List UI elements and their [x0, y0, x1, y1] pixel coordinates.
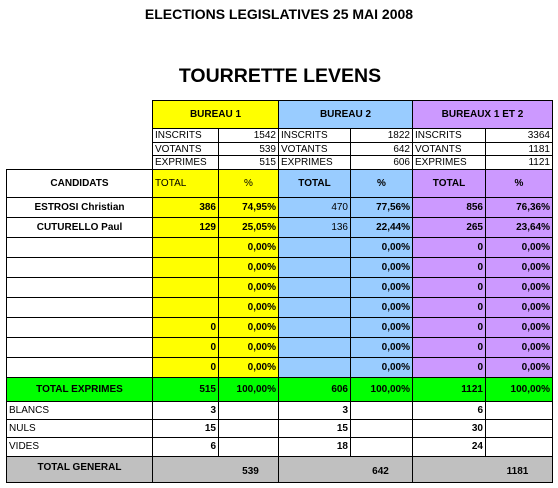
bureau-2-header: BUREAU 2 [279, 101, 413, 129]
combined-exprimes-label: EXPRIMES [413, 156, 486, 170]
bureau-2-inscrits-value: 1822 [351, 129, 413, 143]
bureau-1-total: 0 [153, 318, 219, 338]
candidate-row [7, 358, 553, 378]
combined-total-header: TOTAL [413, 170, 486, 198]
total-exprimes-bureau-2-total: 606 [279, 378, 351, 402]
bureau-1-percent: 0,00% [219, 338, 279, 358]
blancs-bureau-2-total: 3 [279, 402, 351, 420]
inscrits-row [7, 129, 553, 143]
combined-total: 856 [413, 198, 486, 218]
page-title: ELECTIONS LEGISLATIVES 25 MAI 2008 [144, 6, 414, 22]
bureau-1-total [153, 238, 219, 258]
blancs-bureau-1-percent [219, 402, 279, 420]
nuls-label: NULS [7, 420, 153, 438]
vides-bureau-1-total: 6 [153, 438, 219, 457]
bureau-1-header: BUREAU 1 [153, 101, 279, 129]
results-table [6, 100, 553, 483]
bureau-1-total: 0 [153, 358, 219, 378]
bureau-1-percent: 0,00% [219, 238, 279, 258]
combined-percent: 76,36% [486, 198, 553, 218]
candidate-row [7, 318, 553, 338]
combined-total: 0 [413, 298, 486, 318]
combined-total: 0 [413, 278, 486, 298]
blancs-bureau-1-total: 3 [153, 402, 219, 420]
bureau-1-percent: 74,95% [219, 198, 279, 218]
candidate-row [7, 278, 553, 298]
total-general-row [7, 457, 553, 483]
combined-total: 0 [413, 258, 486, 278]
combined-percent: 0,00% [486, 258, 553, 278]
nuls-combined-total: 30 [413, 420, 486, 438]
total-exprimes-bureau-1-percent: 100,00% [219, 378, 279, 402]
nuls-bureau-2-percent [351, 420, 413, 438]
combined-percent: 0,00% [486, 278, 553, 298]
bureau-2-votants-label: VOTANTS [279, 143, 351, 156]
bureau-1-percent: 0,00% [219, 318, 279, 338]
blank-cell [7, 156, 153, 170]
vides-label: VIDES [7, 438, 153, 457]
total-exprimes-combined-total: 1121 [413, 378, 486, 402]
bureau-2-percent: 0,00% [351, 278, 413, 298]
total-exprimes-row [7, 378, 553, 402]
total-general-label: TOTAL GENERAL [7, 457, 153, 483]
vides-bureau-2-percent [351, 438, 413, 457]
bureau-1-percent: 0,00% [219, 258, 279, 278]
nuls-bureau-1-percent [219, 420, 279, 438]
bureau-2-percent-header: % [351, 170, 413, 198]
blank-cell [7, 143, 153, 156]
bureau-2-total: 470 [279, 198, 351, 218]
bureau-2-total [279, 358, 351, 378]
bureau-2-total [279, 298, 351, 318]
candidate-row [7, 238, 553, 258]
nuls-bureau-1-total: 15 [153, 420, 219, 438]
bureau-1-percent: 0,00% [219, 298, 279, 318]
vides-combined-percent [486, 438, 553, 457]
bureaux-1-et-2-header: BUREAUX 1 ET 2 [413, 101, 553, 129]
bureau-2-total [279, 238, 351, 258]
bureau-1-total-header: TOTAL [153, 170, 219, 198]
combined-percent-header: % [486, 170, 553, 198]
bureau-2-total-header: TOTAL [279, 170, 351, 198]
bureau-2-percent: 0,00% [351, 238, 413, 258]
combined-total: 0 [413, 318, 486, 338]
vides-bureau-1-percent [219, 438, 279, 457]
candidate-row [7, 298, 553, 318]
bureau-2-total: 136 [279, 218, 351, 238]
bureau-1-total [153, 258, 219, 278]
bureau-2-total [279, 338, 351, 358]
candidate-name [7, 358, 153, 378]
bureau-1-total [153, 278, 219, 298]
bureau-2-percent: 77,56% [351, 198, 413, 218]
bureau-1-percent: 0,00% [219, 358, 279, 378]
total-general-combined: 1181 [413, 457, 553, 483]
bureau-2-votants-value: 642 [351, 143, 413, 156]
candidate-row [7, 218, 553, 238]
bureau-1-total: 0 [153, 338, 219, 358]
bureau-2-percent: 0,00% [351, 358, 413, 378]
combined-exprimes-value: 1121 [486, 156, 553, 170]
bureau-2-total [279, 258, 351, 278]
combined-total: 0 [413, 358, 486, 378]
bureau-2-percent: 0,00% [351, 338, 413, 358]
bureau-2-percent: 0,00% [351, 318, 413, 338]
bureau-2-percent: 0,00% [351, 258, 413, 278]
nuls-bureau-2-total: 15 [279, 420, 351, 438]
total-exprimes-bureau-2-percent: 100,00% [351, 378, 413, 402]
candidate-row [7, 198, 553, 218]
bureau-1-percent: 25,05% [219, 218, 279, 238]
candidate-name [7, 278, 153, 298]
candidate-name [7, 338, 153, 358]
bureau-2-inscrits-label: INSCRITS [279, 129, 351, 143]
bureau-2-total [279, 278, 351, 298]
bureau-1-exprimes-value: 515 [219, 156, 279, 170]
bureau-1-inscrits-label: INSCRITS [153, 129, 219, 143]
blancs-bureau-2-percent [351, 402, 413, 420]
combined-percent: 0,00% [486, 358, 553, 378]
candidate-name: ESTROSI Christian [7, 198, 153, 218]
bureau-1-votants-label: VOTANTS [153, 143, 219, 156]
combined-percent: 0,00% [486, 238, 553, 258]
combined-percent: 0,00% [486, 318, 553, 338]
combined-total: 0 [413, 238, 486, 258]
combined-percent: 23,64% [486, 218, 553, 238]
total-exprimes-label: TOTAL EXPRIMES [7, 378, 153, 402]
blancs-combined-percent [486, 402, 553, 420]
combined-percent: 0,00% [486, 298, 553, 318]
blancs-combined-total: 6 [413, 402, 486, 420]
bureau-1-exprimes-label: EXPRIMES [153, 156, 219, 170]
blank-cell [7, 129, 153, 143]
total-exprimes-combined-percent: 100,00% [486, 378, 553, 402]
blancs-label: BLANCS [7, 402, 153, 420]
bureau-1-total: 386 [153, 198, 219, 218]
combined-votants-value: 1181 [486, 143, 553, 156]
combined-total: 0 [413, 338, 486, 358]
vides-combined-total: 24 [413, 438, 486, 457]
commune-title: TOURRETTE LEVENS [178, 65, 382, 87]
bureau-2-percent: 22,44% [351, 218, 413, 238]
bureau-2-exprimes-value: 606 [351, 156, 413, 170]
total-exprimes-bureau-1-total: 515 [153, 378, 219, 402]
candidate-name [7, 298, 153, 318]
candidats-header: CANDIDATS [7, 170, 153, 198]
bureau-1-total [153, 298, 219, 318]
candidate-name: CUTURELLO Paul [7, 218, 153, 238]
blank-corner [7, 101, 153, 129]
combined-percent: 0,00% [486, 338, 553, 358]
exprimes-row [7, 156, 553, 170]
bureau-header-row [7, 101, 553, 129]
bureau-2-exprimes-label: EXPRIMES [279, 156, 351, 170]
bureau-1-percent: 0,00% [219, 278, 279, 298]
bureau-2-percent: 0,00% [351, 298, 413, 318]
candidate-name [7, 318, 153, 338]
bureau-1-total: 129 [153, 218, 219, 238]
candidate-row [7, 338, 553, 358]
bureau-1-inscrits-value: 1542 [219, 129, 279, 143]
column-header-row [7, 170, 553, 198]
nuls-combined-percent [486, 420, 553, 438]
combined-inscrits-label: INSCRITS [413, 129, 486, 143]
blancs-row [7, 402, 553, 420]
candidate-name [7, 238, 153, 258]
total-general-bureau-1: 539 [153, 457, 279, 483]
bureau-1-votants-value: 539 [219, 143, 279, 156]
bureau-1-percent-header: % [219, 170, 279, 198]
candidate-row [7, 258, 553, 278]
combined-votants-label: VOTANTS [413, 143, 486, 156]
vides-row [7, 438, 553, 457]
combined-inscrits-value: 3364 [486, 129, 553, 143]
total-general-bureau-2: 642 [279, 457, 413, 483]
nuls-row [7, 420, 553, 438]
candidate-name [7, 258, 153, 278]
bureau-2-total [279, 318, 351, 338]
votants-row [7, 143, 553, 156]
vides-bureau-2-total: 18 [279, 438, 351, 457]
combined-total: 265 [413, 218, 486, 238]
